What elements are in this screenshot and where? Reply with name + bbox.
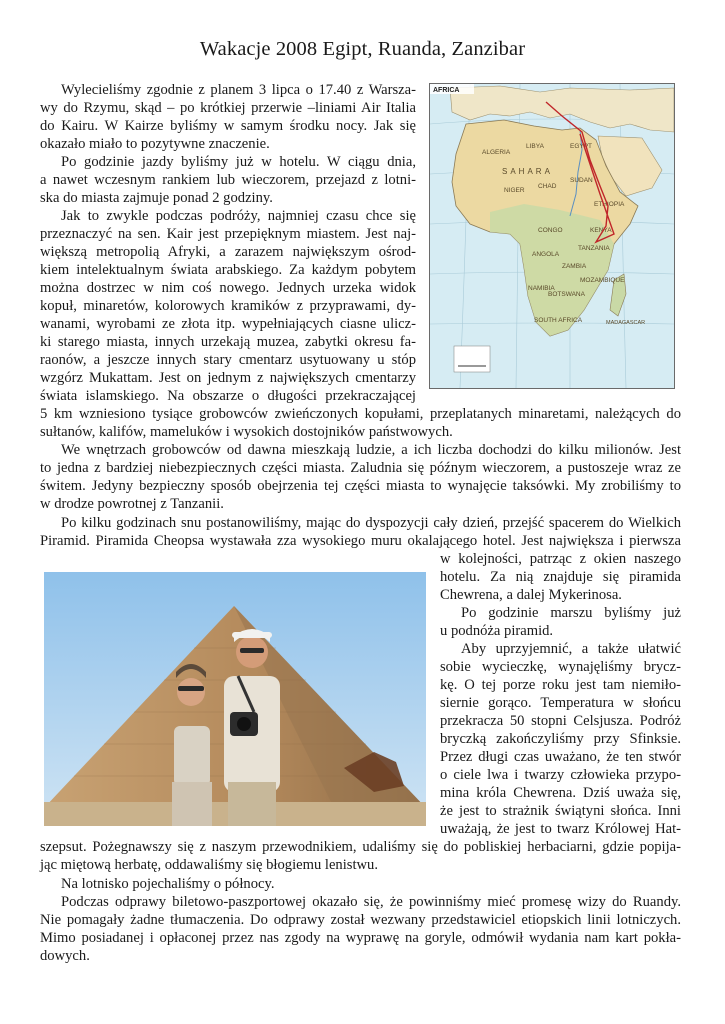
text-line: szepsut. Pożegnawszy się z naszym przewodnikiem, udaliśmy się do pobliskiej herbaciarni, gdzie popija- xyxy=(40,839,681,855)
text-line: sułtanów, kalifów, mameluków i wysokich dostojników państwowych. xyxy=(40,424,453,440)
pyramid-photo xyxy=(44,572,426,826)
map-label: NIGER xyxy=(504,187,525,194)
text-line: Mimo posiadanej i opłaconej przez nas zgody na wyprawę na goryle, odmówił wydania nam kart pokła- xyxy=(40,930,681,946)
text-line: większą metropolią Afryki, a zarazem największym ośrod- xyxy=(40,244,416,260)
map-label: ZAMBIA xyxy=(562,263,587,270)
text-line: a nawet wczesnym rankiem lub wieczorem, przejazd z lotni- xyxy=(40,172,416,188)
text-line: raonów, a jeszcze innych stary cmentarz usytuowany u stóp xyxy=(40,352,416,368)
text-line: można dostrzec w nim coś nowego. Jednych urzeka widok xyxy=(40,280,416,296)
map-label: ANGOLA xyxy=(532,251,560,258)
text-line: dowych. xyxy=(40,948,90,964)
text-line: Podczas odprawy biletowo-paszportowej okazało się, że powinniśmy mieć promesę wizy do Ruandy. xyxy=(61,894,681,910)
map-label: SAHARA xyxy=(502,167,553,176)
text-line: ki starego miasta, innych urzekają muzea, zabytki okresu fa- xyxy=(40,334,416,350)
map-label: KENYA xyxy=(590,227,612,234)
text-line: wzgórz Mukattam. Jest on jednym z największych cmentarzy xyxy=(40,370,416,386)
text-line: kopuł, minaretów, kolorowych kramików z przyprawami, dy- xyxy=(40,298,416,314)
text-line: Jak to zwykle podczas podróży, najmniej czasu chce się xyxy=(61,208,416,224)
text-line: Aby uprzyjemnić, a także ułatwić xyxy=(461,641,681,657)
map-label: MOZAMBIQUE xyxy=(580,277,625,284)
text-line: przeznaczyć na sen. Kair jest przepięknym miastem. Jest naj- xyxy=(40,226,416,242)
text-line: do Kairu. W Kairze byliśmy w samym środku nocy. Jak się xyxy=(40,118,416,134)
map-title: AFRICA xyxy=(433,87,460,94)
map-label: EGYPT xyxy=(570,143,593,150)
text-line: że jest to strażnik świątyni słońca. Inni xyxy=(440,803,681,819)
map-label: BOTSWANA xyxy=(548,291,585,298)
text-line: Na lotnisko pojechaliśmy o północy. xyxy=(61,876,275,892)
text-line: hotelu. Za nią znajduje się piramida xyxy=(440,569,681,585)
africa-map xyxy=(429,83,675,389)
map-label: NAMIBIA xyxy=(528,285,555,292)
text-line: kę. O tej porze roku jest tam niemiło- xyxy=(440,677,681,693)
map-label: SUDAN xyxy=(570,177,593,184)
text-line: uważają, że jest to twarz Królowej Hat- xyxy=(440,821,681,837)
text-line: kiem intelektualnym świata arabskiego. Za każdym pobytem xyxy=(40,262,416,278)
text-line: We wnętrzach grobowców od dawna mieszkają ludzie, a ich liczba dochodzi do kilku milionów. Jest xyxy=(61,442,681,458)
text-line: przekracza 50 stopni Celsjusza. Podróż xyxy=(440,713,681,729)
map-label: ALGERIA xyxy=(482,149,511,156)
text-line: bryczką zakończyliśmy przy Sfinksie. xyxy=(440,731,681,747)
text-line: sobie wycieczkę, wynajęliśmy brycz- xyxy=(440,659,681,675)
text-line: 5 km wzniesiono tysiące grobowców zwieńczonych kopułami, przeplatanych minaretami, należących do xyxy=(40,406,681,422)
text-line: o ciele lwa i twarzy człowieka przypo- xyxy=(440,767,681,783)
map-label: ETHIOPIA xyxy=(594,201,625,208)
text-line: Nie pomagały żadne tłumaczenia. Do odprawy został wezwany przedstawiciel etiopskich linii lotniczych. xyxy=(40,912,681,928)
text-line: wy do Rzymu, skąd – po krótkiej przerwie –liniami Air Italia xyxy=(40,100,416,116)
text-line: Po kilku godzinach snu postanowiliśmy, mając do dyspozycji cały dzień, przejść spacerem do Wielkich xyxy=(61,515,681,531)
map-label: MADAGASCAR xyxy=(606,320,646,326)
map-label: CHAD xyxy=(538,183,557,190)
text-line: Chewrena, a dalej Mykerinosa. xyxy=(440,587,622,603)
text-line: mina króla Chewrena. Dziś uważa się, xyxy=(440,785,681,801)
text-line: Piramid. Piramida Cheopsa wystawała zza wysokiego muru okalającego hotel. Jest największa i pierwsza xyxy=(40,533,681,549)
text-line: to jedna z bardziej niebezpiecznych części miasta. Zaludnia się późnym wieczorem, a pustoszeje wraz ze xyxy=(40,460,681,476)
text-line: w kolejności, patrząc z okien naszego xyxy=(440,551,681,567)
text-line: świata islamskiego. Na obszarze o długości przekraczającej xyxy=(40,388,416,404)
text-line: Po godzinie marszu byliśmy już xyxy=(461,605,681,621)
text-line: u podnóża piramid. xyxy=(440,623,554,639)
text-line: Przez długi czas uważano, że ten stwór xyxy=(440,749,681,765)
text-line: świtem. Jedyny bezpieczny sposób obejrzenia tej części miasta to wynajęcie taksówki. My zrobiliśmy to xyxy=(40,478,681,494)
page-title: Wakacje 2008 Egipt, Ruanda, Zanzibar xyxy=(199,38,526,60)
text-line: Wylecieliśmy zgodnie z planem 3 lipca o 17.40 z Warsza- xyxy=(61,82,416,98)
text-line: okazało miało to pozytywne znaczenie. xyxy=(40,136,270,152)
text-line: Po godzinie jazdy byliśmy już w hotelu. W ciągu dnia, xyxy=(61,154,416,170)
text-line: siernie gorąco. Temperatura w słońcu xyxy=(440,695,681,711)
map-label: SOUTH AFRICA xyxy=(534,317,583,324)
text-line: w drodze powrotnej z Tanzanii. xyxy=(40,496,224,512)
map-label: LIBYA xyxy=(526,143,544,150)
text-line: ska do miasta zajmuje ponad 2 godziny. xyxy=(40,190,273,206)
map-label: TANZANIA xyxy=(578,245,610,252)
map-label: CONGO xyxy=(538,227,563,234)
text-line: jąc miętową herbatę, oddawaliśmy się błogiemu lenistwu. xyxy=(40,857,379,873)
text-line: wanami, wyrobami ze złota itp. wypełniających ciasne ulicz- xyxy=(40,316,416,332)
